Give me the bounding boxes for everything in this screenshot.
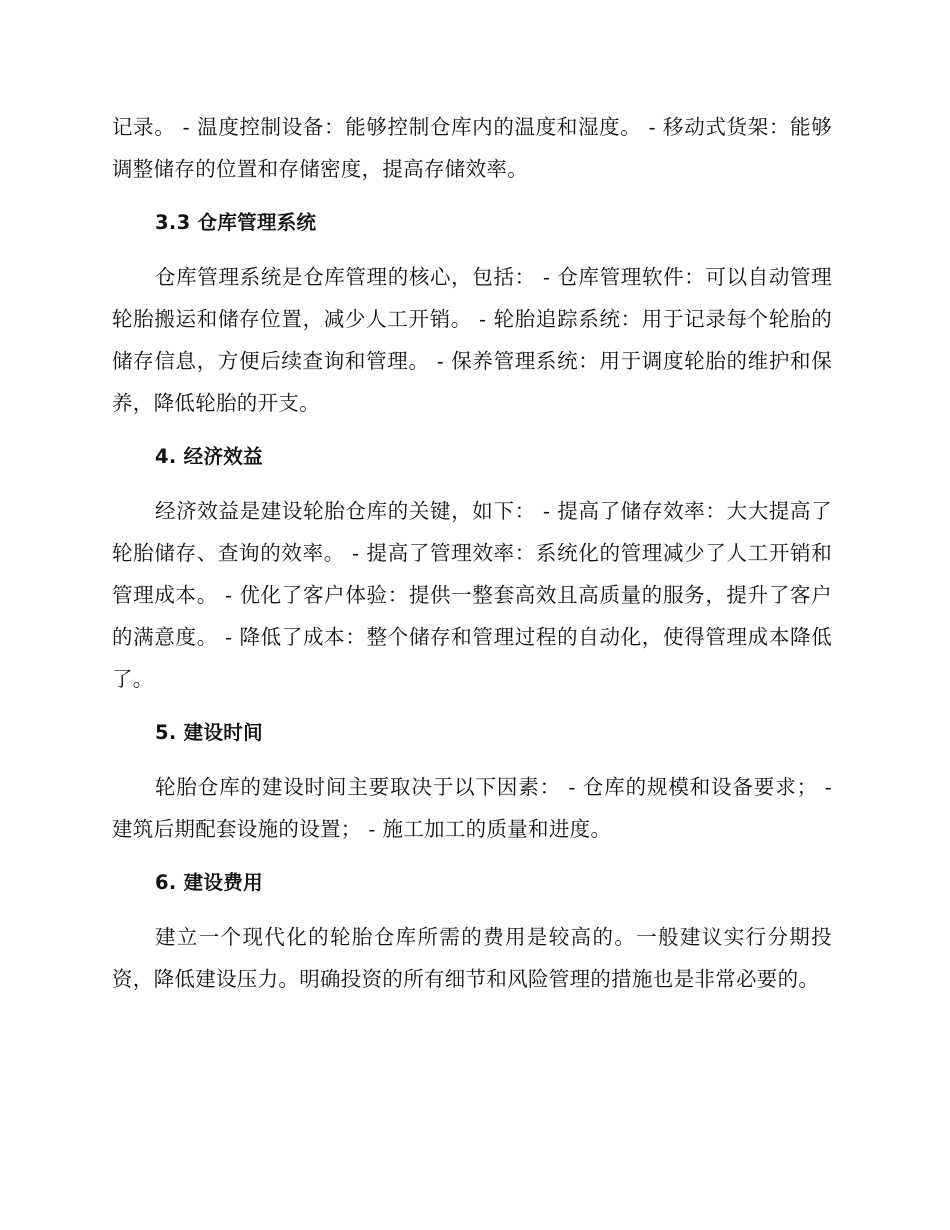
document-body <box>112 106 832 1012</box>
section-heading-5: 5. 建设时间 <box>155 721 263 744</box>
section-heading-3-3: 3.3 仓库管理系统 <box>155 211 317 234</box>
paragraph-management-system: 仓库管理系统是仓库管理的核心，包括： - 仓库管理软件：可以自动管理轮胎搬运和储存位置，减少人工开销。 - 轮胎追踪系统：用于记录每个轮胎的储存信息，方便后续查询和管理。 - 保养管理系统：用于调度轮胎的维护和保养，降低轮胎的开支。 <box>112 265 832 415</box>
section-heading-4: 4. 经济效益 <box>155 445 263 468</box>
paragraph-construction-cost: 建立一个现代化的轮胎仓库所需的费用是较高的。一般建议实行分期投资，降低建设压力。明确投资的所有细节和风险管理的措施也是非常必要的。 <box>112 925 832 991</box>
section-heading-6: 6. 建设费用 <box>155 871 263 894</box>
paragraph-equipment-continued: 记录。 - 温度控制设备：能够控制仓库内的温度和湿度。 - 移动式货架：能够调整储存的位置和存储密度，提高存储效率。 <box>112 115 832 181</box>
paragraph-economic-benefits: 经济效益是建设轮胎仓库的关键，如下： - 提高了储存效率：大大提高了轮胎储存、查询的效率。 - 提高了管理效率：系统化的管理减少了人工开销和管理成本。 - 优化了客户体验：提供一整套高效且高质量的服务，提升了客户的满意度。 - 降低了成本：整个储存和管理过程的自动化，使得管理成本降低了。 <box>112 499 832 691</box>
paragraph-construction-time: 轮胎仓库的建设时间主要取决于以下因素： - 仓库的规模和设备要求； - 建筑后期配套设施的设置； - 施工加工的质量和进度。 <box>112 775 832 841</box>
